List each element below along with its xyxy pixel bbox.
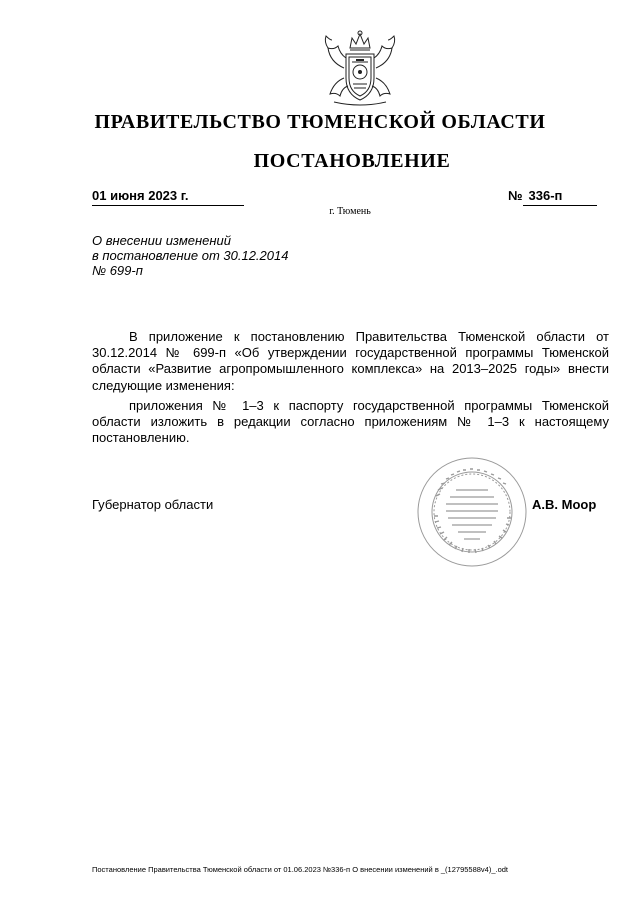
- page-footer: Постановление Правительства Тюменской области от 01.06.2023 №336-п О внесении изменений в _(12795588v4)_.odt: [92, 865, 509, 874]
- subject-line: в постановление от 30.12.2014: [92, 248, 289, 263]
- document-number-field: [508, 188, 597, 206]
- signer-name: А.В. Моор: [532, 497, 597, 512]
- number-sign: №: [508, 188, 523, 203]
- coat-of-arms-icon: [316, 28, 404, 108]
- document-date: 01 июня 2023 г.: [92, 188, 244, 206]
- document-body: [92, 329, 609, 450]
- official-stamp-icon: [416, 456, 528, 568]
- document-subject: [92, 233, 288, 278]
- subject-line: № 699-п: [92, 263, 143, 278]
- subject-line: О внесении изменений: [92, 233, 231, 248]
- signer-title: Губернатор области: [92, 497, 214, 512]
- body-paragraph: В приложение к постановлению Правительства Тюменской области от 30.12.2014 № 699-п «Об утверждении государственной программы Тюменской области «Развитие агропромышленного комплекса» на 2013–2025 годы» внести следующие изменения:: [92, 329, 609, 393]
- body-paragraph: приложения № 1–3 к паспорту государственной программы Тюменской области изложить в редакции согласно приложениям № 1–3 к настоящему постановлению.: [92, 397, 609, 446]
- government-title: ПРАВИТЕЛЬСТВО ТЮМЕНСКОЙ ОБЛАСТИ: [94, 111, 546, 133]
- document-number: 336-п: [523, 188, 597, 206]
- document-type-title: ПОСТАНОВЛЕНИЕ: [253, 150, 451, 172]
- issue-city: г. Тюмень: [329, 206, 371, 217]
